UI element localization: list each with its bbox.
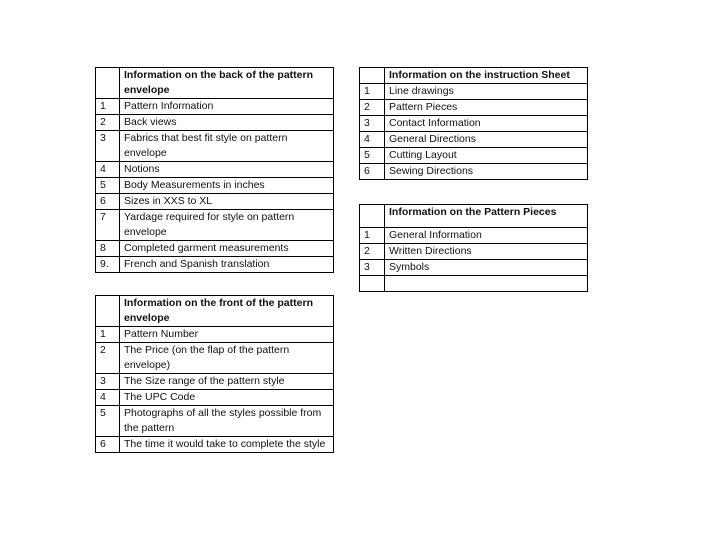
row-number: 9. — [96, 257, 120, 273]
row-number: 4 — [96, 162, 120, 178]
row-text: General Information — [385, 228, 588, 244]
table-row — [96, 406, 334, 437]
row-number: 2 — [360, 244, 385, 260]
table-row — [96, 115, 334, 131]
table-row — [96, 131, 334, 162]
row-number: 3 — [360, 260, 385, 276]
row-number: 5 — [96, 178, 120, 194]
row-number: 1 — [360, 228, 385, 244]
table-row — [360, 164, 588, 180]
header-number-cell — [360, 205, 385, 228]
table-row — [96, 162, 334, 178]
row-text: Sizes in XXS to XL — [120, 194, 334, 210]
row-text: Back views — [120, 115, 334, 131]
row-number: 2 — [360, 100, 385, 116]
header-number-cell — [360, 68, 385, 84]
row-text: Sewing Directions — [385, 164, 588, 180]
table-header-row — [96, 296, 334, 327]
table-row — [360, 228, 588, 244]
table-header-row — [96, 68, 334, 99]
row-number: 3 — [360, 116, 385, 132]
row-number: 3 — [96, 374, 120, 390]
row-text: Pattern Information — [120, 99, 334, 115]
row-number: 1 — [96, 327, 120, 343]
table-header-row — [360, 205, 588, 228]
table-title: Information on the Pattern Pieces — [385, 205, 588, 228]
table-row — [96, 257, 334, 273]
table-row — [360, 116, 588, 132]
row-text: Yardage required for style on pattern envelope — [120, 210, 334, 241]
table-row — [96, 327, 334, 343]
row-number: 6 — [96, 194, 120, 210]
table-row — [96, 241, 334, 257]
back-envelope-table — [95, 67, 334, 273]
row-text: Pattern Pieces — [385, 100, 588, 116]
table-row — [360, 132, 588, 148]
row-text: The Size range of the pattern style — [120, 374, 334, 390]
table-row — [96, 343, 334, 374]
row-text: Completed garment measurements — [120, 241, 334, 257]
table-row — [360, 100, 588, 116]
row-number: 4 — [96, 390, 120, 406]
header-number-cell — [96, 68, 120, 99]
row-text: Notions — [120, 162, 334, 178]
row-number: 8 — [96, 241, 120, 257]
row-text: Photographs of all the styles possible from the pattern — [120, 406, 334, 437]
pattern-pieces-table — [359, 204, 588, 292]
row-number: 5 — [360, 148, 385, 164]
table-row — [96, 374, 334, 390]
table-header-row — [360, 68, 588, 84]
header-number-cell — [96, 296, 120, 327]
table-row — [360, 84, 588, 100]
table-row — [360, 148, 588, 164]
table-row — [96, 210, 334, 241]
row-text: General Directions — [385, 132, 588, 148]
row-text: Cutting Layout — [385, 148, 588, 164]
empty-row — [360, 276, 588, 292]
row-text: The UPC Code — [120, 390, 334, 406]
row-number: 4 — [360, 132, 385, 148]
table-row — [96, 437, 334, 453]
table-row — [96, 99, 334, 115]
instruction-sheet-table — [359, 67, 588, 180]
row-text: The Price (on the flap of the pattern envelope) — [120, 343, 334, 374]
row-number — [360, 276, 385, 292]
row-text: Symbols — [385, 260, 588, 276]
front-envelope-table — [95, 295, 334, 453]
row-text — [385, 276, 588, 292]
row-text: French and Spanish translation — [120, 257, 334, 273]
table-title: Information on the back of the pattern envelope — [120, 68, 334, 99]
row-number: 7 — [96, 210, 120, 241]
row-number: 3 — [96, 131, 120, 162]
row-number: 5 — [96, 406, 120, 437]
row-number: 1 — [96, 99, 120, 115]
row-number: 2 — [96, 343, 120, 374]
row-text: Written Directions — [385, 244, 588, 260]
table-title: Information on the front of the pattern envelope — [120, 296, 334, 327]
row-number: 2 — [96, 115, 120, 131]
table-row — [360, 244, 588, 260]
table-title: Information on the instruction Sheet — [385, 68, 588, 84]
table-row — [96, 178, 334, 194]
row-number: 6 — [360, 164, 385, 180]
table-row — [96, 390, 334, 406]
row-text: The time it would take to complete the style — [120, 437, 334, 453]
table-row — [96, 194, 334, 210]
row-text: Body Measurements in inches — [120, 178, 334, 194]
row-number: 1 — [360, 84, 385, 100]
row-text: Line drawings — [385, 84, 588, 100]
row-text: Fabrics that best fit style on pattern envelope — [120, 131, 334, 162]
row-number: 6 — [96, 437, 120, 453]
row-text: Pattern Number — [120, 327, 334, 343]
row-text: Contact Information — [385, 116, 588, 132]
table-row — [360, 260, 588, 276]
